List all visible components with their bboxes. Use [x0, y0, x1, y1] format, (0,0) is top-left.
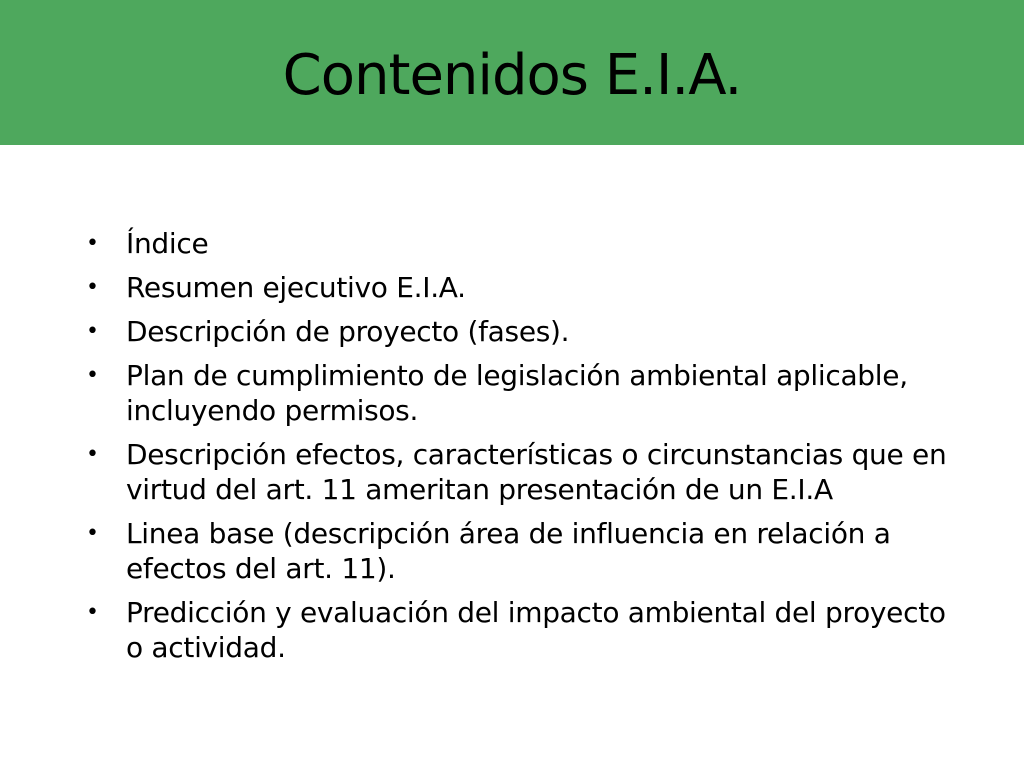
- list-item: [86, 437, 966, 507]
- list-item-text: Resumen ejecutivo E.I.A.: [126, 271, 466, 304]
- bullet-icon: •: [86, 442, 99, 467]
- list-item: [86, 314, 966, 349]
- list-item-text: Descripción efectos, características o circunstancias que en virtud del art. 11 ameritan presentación de un E.I.A: [126, 438, 947, 506]
- bullet-icon: •: [86, 600, 99, 625]
- bullet-icon: •: [86, 521, 99, 546]
- list-item-text: Predicción y evaluación del impacto ambiental del proyecto o actividad.: [126, 596, 946, 664]
- bullet-icon: •: [86, 319, 99, 344]
- list-item-text: Linea base (descripción área de influencia en relación a efectos del art. 11).: [126, 517, 891, 585]
- list-item: [86, 270, 966, 305]
- bullet-icon: •: [86, 231, 99, 256]
- bullet-list: [86, 226, 966, 674]
- bullet-icon: •: [86, 363, 99, 388]
- list-item-text: Índice: [126, 227, 209, 260]
- bullet-icon: •: [86, 275, 99, 300]
- list-item: [86, 595, 966, 665]
- list-item: [86, 226, 966, 261]
- list-item-text: Plan de cumplimiento de legislación ambiental aplicable, incluyendo permisos.: [126, 359, 908, 427]
- slide-title: Contenidos E.I.A.: [282, 43, 742, 108]
- list-item: [86, 358, 966, 428]
- list-item: [86, 516, 966, 586]
- list-item-text: Descripción de proyecto (fases).: [126, 315, 570, 348]
